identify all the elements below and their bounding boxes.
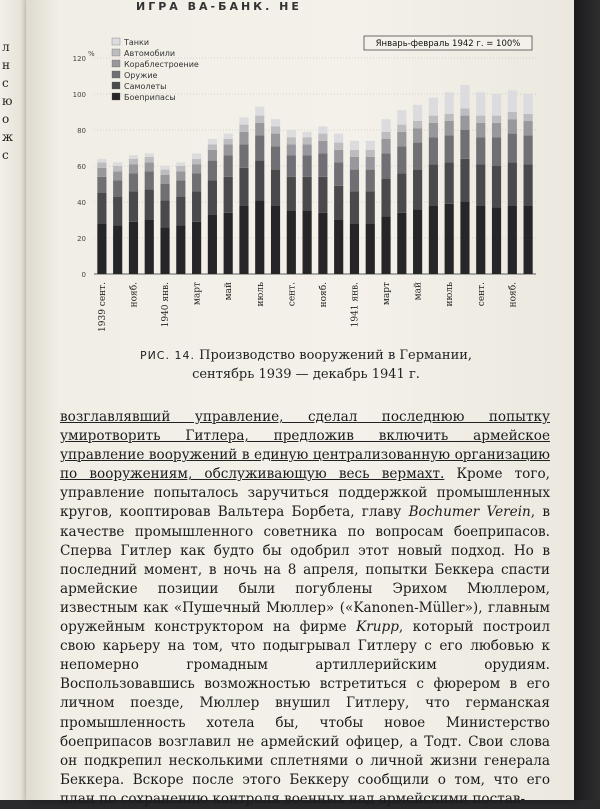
figure-chart <box>56 32 546 372</box>
x-tick-label: нояб. <box>129 282 140 308</box>
bar-segment <box>381 179 390 217</box>
bar-segment <box>145 189 154 220</box>
bar-segment <box>303 137 312 144</box>
y-tick-label: 100 <box>72 91 86 99</box>
legend-swatch <box>112 82 120 89</box>
bar-segment <box>255 107 264 116</box>
bar-segment <box>334 134 343 143</box>
bar-segment <box>303 177 312 211</box>
left-fragment: н <box>2 58 10 72</box>
bar-segment <box>397 173 406 213</box>
bar-segment <box>145 171 154 189</box>
background-edge <box>574 0 600 800</box>
bar-segment <box>303 144 312 155</box>
bar-segment <box>413 170 422 210</box>
bar-segment <box>366 224 375 274</box>
x-tick-label: июль <box>445 282 456 307</box>
bar-segment <box>176 197 185 226</box>
legend-label: Оружие <box>124 71 158 80</box>
italic-term: Krupp <box>356 619 399 636</box>
bar-segment <box>224 177 233 213</box>
bar-segment <box>318 126 327 133</box>
bar-segment <box>145 220 154 274</box>
bar-segment <box>303 211 312 274</box>
bar-segment <box>524 135 533 164</box>
x-tick-label: май <box>224 282 235 301</box>
bar-segment <box>192 159 201 164</box>
bar-segment <box>397 110 406 124</box>
legend-swatch <box>112 38 120 45</box>
bar-segment <box>192 191 201 222</box>
bar-segment <box>429 98 438 116</box>
x-tick-label: июль <box>255 282 266 307</box>
y-tick-label: 20 <box>77 235 86 243</box>
bar-segment <box>334 220 343 274</box>
y-tick-label: 40 <box>77 199 86 207</box>
stacked-bar-chart <box>56 32 546 342</box>
bar-segment <box>334 143 343 150</box>
legend-swatch <box>112 71 120 78</box>
y-tick-label: 80 <box>77 127 86 135</box>
bar-segment <box>208 215 217 274</box>
x-tick-label: март <box>192 282 203 306</box>
bar-segment <box>445 121 454 135</box>
x-tick-label: сент. <box>287 282 298 307</box>
bar-segment <box>271 119 280 126</box>
bar-segment <box>255 200 264 274</box>
bar-segment <box>381 139 390 153</box>
bar-segment <box>492 94 501 116</box>
italic-term: Bochumer Verein <box>408 504 531 521</box>
bar-segment <box>287 211 296 274</box>
text-run: , в качестве промышленного советника по вопросам боеприпасов. Сперва Гитлер как будто бы одобрил этот новый подход. Но в последний момент, в ночь на 8 апреля, попытки Беккера спасти армейские позиции были погублены Эрихом Мюллером, известным как «Пушечный Мюллер» («Kanonen-Müller»), главным оружейным конструктором на фирме <box>60 504 551 636</box>
bar-segment <box>366 170 375 192</box>
bar-segment <box>97 162 106 167</box>
bar-segment <box>224 139 233 144</box>
bar-segment <box>492 116 501 123</box>
bar-segment <box>113 180 122 196</box>
bar-segment <box>334 150 343 163</box>
left-fragment: с <box>2 148 9 162</box>
bar-segment <box>445 204 454 274</box>
text-run: Кроме того, управление попыталось заручиться поддержкой промышленных кругов, кооптировав Вальтера Борбета, главу <box>60 466 550 521</box>
bar-segment <box>366 157 375 170</box>
bar-segment <box>192 173 201 191</box>
bar-segment <box>445 114 454 121</box>
bar-segment <box>113 166 122 171</box>
bar-segment <box>445 135 454 162</box>
x-tick-label: 1940 янв. <box>161 282 172 328</box>
bar-segment <box>318 153 327 176</box>
bar-segment <box>287 144 296 155</box>
bar-segment <box>303 155 312 177</box>
bar-segment <box>524 114 533 121</box>
bar-segment <box>318 134 327 141</box>
bar-segment <box>445 92 454 114</box>
bar-segment <box>129 159 138 164</box>
bar-segment <box>176 180 185 196</box>
bar-segment <box>129 164 138 173</box>
bar-segment <box>350 224 359 274</box>
y-tick-label: 0 <box>81 271 86 279</box>
legend-swatch <box>112 93 120 100</box>
bar-segment <box>397 213 406 274</box>
bar-segment <box>113 162 122 166</box>
legend-label: Боеприпасы <box>124 93 176 102</box>
bar-segment <box>318 177 327 213</box>
bar-segment <box>476 92 485 115</box>
bar-segment <box>397 125 406 132</box>
x-tick-label: нояб. <box>318 282 329 308</box>
bar-segment <box>476 206 485 274</box>
bar-segment <box>429 137 438 164</box>
left-fragment: л <box>2 40 10 54</box>
y-tick-label: 120 <box>72 55 86 63</box>
bar-segment <box>129 222 138 274</box>
bar-segment <box>524 164 533 205</box>
bar-segment <box>239 168 248 206</box>
bar-segment <box>160 175 169 184</box>
bar-segment <box>318 141 327 154</box>
bar-segment <box>97 224 106 274</box>
adjacent-page-edge <box>0 0 26 800</box>
bar-segment <box>255 123 264 136</box>
left-fragment: ю <box>2 94 13 108</box>
bar-segment <box>239 206 248 274</box>
bar-segment <box>113 171 122 180</box>
bar-segment <box>476 137 485 164</box>
bar-segment <box>129 173 138 191</box>
bar-segment <box>429 123 438 137</box>
bar-segment <box>397 146 406 173</box>
bar-segment <box>97 177 106 193</box>
bar-segment <box>176 166 185 171</box>
bar-segment <box>287 137 296 144</box>
underlined-passage: возглавлявший управление, сделал последнюю попытку умиротворить Гитлера, предложив включить армейское управление вооружений в единую централизованную организацию по вооружениям, обслуживающую весь вермахт. <box>60 409 550 483</box>
bar-segment <box>460 202 469 274</box>
bar-segment <box>224 155 233 177</box>
bar-segment <box>160 166 169 170</box>
left-fragment: ж <box>2 130 14 144</box>
x-tick-label: 1939 сент. <box>97 282 108 332</box>
bar-segment <box>318 213 327 274</box>
bar-segment <box>303 132 312 137</box>
bar-segment <box>97 159 106 163</box>
bar-segment <box>381 153 390 178</box>
bar-segment <box>413 105 422 121</box>
left-fragment: с <box>2 76 9 90</box>
bar-segment <box>508 206 517 274</box>
bar-segment <box>97 193 106 224</box>
bar-segment <box>271 126 280 133</box>
x-tick-label: март <box>382 282 393 306</box>
bar-segment <box>192 164 201 173</box>
bar-segment <box>160 227 169 274</box>
bar-segment <box>381 132 390 139</box>
bar-segment <box>429 164 438 205</box>
bar-segment <box>176 162 185 166</box>
bar-segment <box>113 197 122 226</box>
bar-segment <box>145 157 154 162</box>
bar-segment <box>129 191 138 222</box>
bar-segment <box>508 162 517 205</box>
bar-segment <box>176 171 185 180</box>
bar-segment <box>492 123 501 137</box>
bar-segment <box>445 162 454 203</box>
bar-segment <box>224 213 233 274</box>
bar-segment <box>429 206 438 274</box>
x-tick-label: май <box>413 282 424 301</box>
bar-segment <box>287 155 296 177</box>
figure-label: РИС. 14. <box>139 349 195 362</box>
bar-segment <box>429 116 438 123</box>
bar-segment <box>508 90 517 112</box>
bar-segment <box>397 132 406 146</box>
bar-segment <box>460 85 469 108</box>
bar-segment <box>508 112 517 119</box>
bar-segment <box>208 180 217 214</box>
bar-segment <box>476 116 485 123</box>
bar-segment <box>113 225 122 274</box>
left-fragment: о <box>2 112 10 126</box>
running-head: ИГРА ВА-БАНК. НЕ <box>136 0 302 13</box>
bar-segment <box>413 209 422 274</box>
bar-segment <box>129 155 138 159</box>
bar-segment <box>460 130 469 159</box>
bar-segment <box>334 186 343 220</box>
bar-segment <box>366 191 375 223</box>
bar-segment <box>176 225 185 274</box>
bar-segment <box>350 170 359 192</box>
legend-swatch <box>112 49 120 56</box>
bar-segment <box>145 153 154 157</box>
bar-segment <box>160 184 169 200</box>
bar-segment <box>239 144 248 167</box>
bar-segment <box>224 144 233 155</box>
legend-swatch <box>112 60 120 67</box>
bar-segment <box>239 132 248 145</box>
x-tick-label: 1941 янв. <box>350 282 361 328</box>
bar-segment <box>271 170 280 206</box>
bar-segment <box>271 146 280 169</box>
legend-label: Самолеты <box>124 82 167 91</box>
bar-segment <box>350 141 359 150</box>
figure-caption <box>86 346 526 384</box>
legend-label: Кораблестроение <box>124 60 199 69</box>
bar-segment <box>208 161 217 181</box>
bar-segment <box>239 125 248 132</box>
bar-segment <box>271 206 280 274</box>
bar-segment <box>508 134 517 163</box>
bar-segment <box>287 177 296 211</box>
bar-segment <box>160 170 169 175</box>
bar-segment <box>524 206 533 274</box>
reference-note: Январь-февраль 1942 г. = 100% <box>375 39 521 49</box>
bar-segment <box>476 164 485 205</box>
bar-segment <box>460 108 469 115</box>
x-tick-label: сент. <box>476 282 487 307</box>
bar-segment <box>366 150 375 157</box>
bar-segment <box>224 134 233 139</box>
bar-segment <box>255 161 264 201</box>
bar-segment <box>381 119 390 132</box>
bar-segment <box>492 166 501 207</box>
bar-segment <box>476 123 485 137</box>
bar-segment <box>239 117 248 124</box>
caption-line2: сентябрь 1939 — декабрь 1941 г. <box>192 367 420 382</box>
bar-segment <box>160 200 169 227</box>
bar-segment <box>255 116 264 123</box>
bar-segment <box>192 153 201 158</box>
paragraph <box>60 408 550 809</box>
bar-segment <box>492 207 501 274</box>
body-text <box>60 408 550 809</box>
bar-segment <box>460 159 469 202</box>
bar-segment <box>255 135 264 160</box>
bar-segment <box>366 141 375 150</box>
y-tick-label: 60 <box>77 163 86 171</box>
caption-line1: Производство вооружений в Германии, <box>199 348 473 363</box>
bar-segment <box>208 139 217 144</box>
bar-segment <box>524 121 533 135</box>
bar-segment <box>413 143 422 170</box>
bar-segment <box>350 191 359 223</box>
bar-segment <box>208 150 217 161</box>
bar-segment <box>97 168 106 177</box>
bar-segment <box>508 119 517 133</box>
bar-segment <box>413 128 422 142</box>
bar-segment <box>208 144 217 149</box>
legend-label: Автомобили <box>124 49 176 58</box>
bar-segment <box>287 130 296 137</box>
bar-segment <box>350 150 359 157</box>
bar-segment <box>381 216 390 274</box>
bar-segment <box>460 116 469 130</box>
x-tick-label: нояб. <box>508 282 519 308</box>
bar-segment <box>145 162 154 171</box>
bar-segment <box>192 222 201 274</box>
bar-segment <box>271 134 280 147</box>
y-axis-label: % <box>88 50 95 58</box>
book-page <box>26 0 574 807</box>
text-run: , который построил свою карьеру на том, что подыгрывал Гитлеру с его любовью к непомерно громадным артиллерийским орудиям. Воспользовавшись возможностью встретиться с фюрером в его личном поезде, Мюллер внушил Гитлеру, что германская промышленность хотела бы, чтобы новое Министерство боеприпасов возглавил не армейский офицер, а Тодт. Свои слова он подкрепил несколькими сплетнями о личной жизни генерала Беккера. Вскоре после этого Беккеру сообщили о том, что его план по сохранению контроля военных над армейскими постав- <box>60 619 551 807</box>
bar-segment <box>524 94 533 114</box>
bar-segment <box>492 137 501 166</box>
legend-label: Танки <box>124 38 150 47</box>
bar-segment <box>413 121 422 128</box>
bar-segment <box>334 162 343 185</box>
bar-segment <box>350 157 359 170</box>
